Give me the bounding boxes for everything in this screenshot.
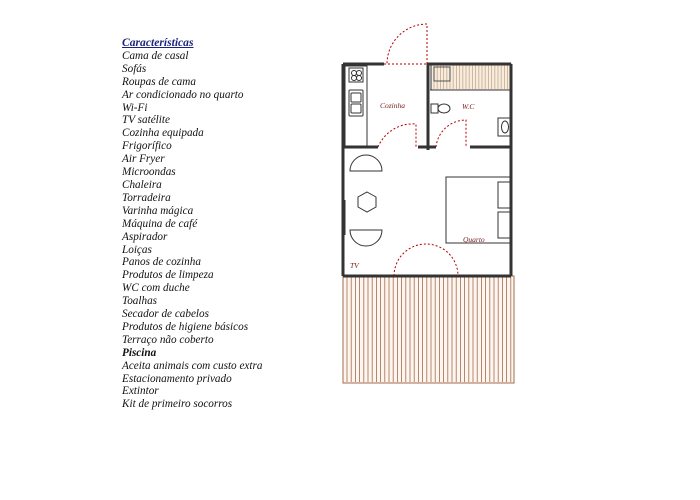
toilet-bowl xyxy=(438,104,450,113)
feature-item: Toalhas xyxy=(122,295,158,308)
kitchen-door xyxy=(378,124,416,147)
feature-item: Produtos de limpeza xyxy=(122,269,214,282)
features-list xyxy=(122,37,322,411)
floor-plan xyxy=(330,20,520,385)
feature-item: Wi-Fi xyxy=(122,101,148,114)
feature-item: Aceita animais com custo extra xyxy=(122,359,263,372)
stove-burner xyxy=(357,76,362,81)
bed-pillow xyxy=(498,212,510,238)
feature-item: Estacionamento privado xyxy=(122,372,232,385)
chair xyxy=(350,155,382,171)
sink-basin xyxy=(351,93,361,102)
feature-item: Panos de cozinha xyxy=(122,256,201,269)
label-kitchen: Cozinha xyxy=(380,101,406,110)
feature-item: Sofás xyxy=(122,62,147,75)
feature-item: Cozinha equipada xyxy=(122,127,204,140)
feature-item: Chaleira xyxy=(122,178,162,191)
feature-item: WC com duche xyxy=(122,282,190,295)
feature-item: Terraço não coberto xyxy=(122,333,214,346)
chair xyxy=(350,230,382,246)
feature-item: Produtos de higiene básicos xyxy=(122,320,249,333)
shower-tray xyxy=(431,64,511,90)
feature-item: Ar condicionado no quarto xyxy=(122,88,244,101)
feature-item: Frigorífico xyxy=(122,140,172,153)
label-tv: TV xyxy=(350,261,359,270)
stove-burner xyxy=(352,71,357,76)
feature-item: Air Fryer xyxy=(122,153,165,166)
bed-pillow xyxy=(498,182,510,208)
wc-fixtures xyxy=(430,90,512,136)
stove-burner xyxy=(357,71,362,76)
feature-item: Secador de cabelos xyxy=(122,308,209,321)
walls xyxy=(343,64,511,276)
feature-item: Extintor xyxy=(122,385,159,398)
terrace-door xyxy=(394,244,458,276)
feature-items xyxy=(122,50,322,411)
feature-item: Cama de casal xyxy=(122,49,189,62)
toilet-tank xyxy=(431,104,438,113)
label-bedroom: Quarto xyxy=(463,235,485,244)
feature-item: Kit de primeiro socorros xyxy=(122,398,233,411)
feature-item: Microondas xyxy=(122,166,176,179)
furniture xyxy=(345,155,512,246)
wc-door xyxy=(436,120,466,147)
doors xyxy=(378,24,466,276)
feature-item: Torradeira xyxy=(122,191,171,204)
feature-item: Roupas de cama xyxy=(122,75,196,88)
table xyxy=(358,192,376,212)
feature-item: Loiças xyxy=(122,243,152,256)
bed xyxy=(446,177,512,243)
sink-basin xyxy=(351,104,361,113)
feature-item: Piscina xyxy=(122,346,157,359)
feature-item: Máquina de café xyxy=(122,217,198,230)
wc-basin-bowl xyxy=(502,121,509,133)
features-heading: Características xyxy=(122,36,194,49)
kitchen-fixtures xyxy=(345,66,367,146)
entry-door xyxy=(384,24,427,64)
feature-item: Aspirador xyxy=(122,230,168,243)
terrace xyxy=(343,276,514,383)
feature-item: Varinha mágica xyxy=(122,204,194,217)
stove-burner xyxy=(352,76,357,81)
label-wc: W.C xyxy=(462,102,475,111)
feature-item: TV satélite xyxy=(122,114,170,127)
